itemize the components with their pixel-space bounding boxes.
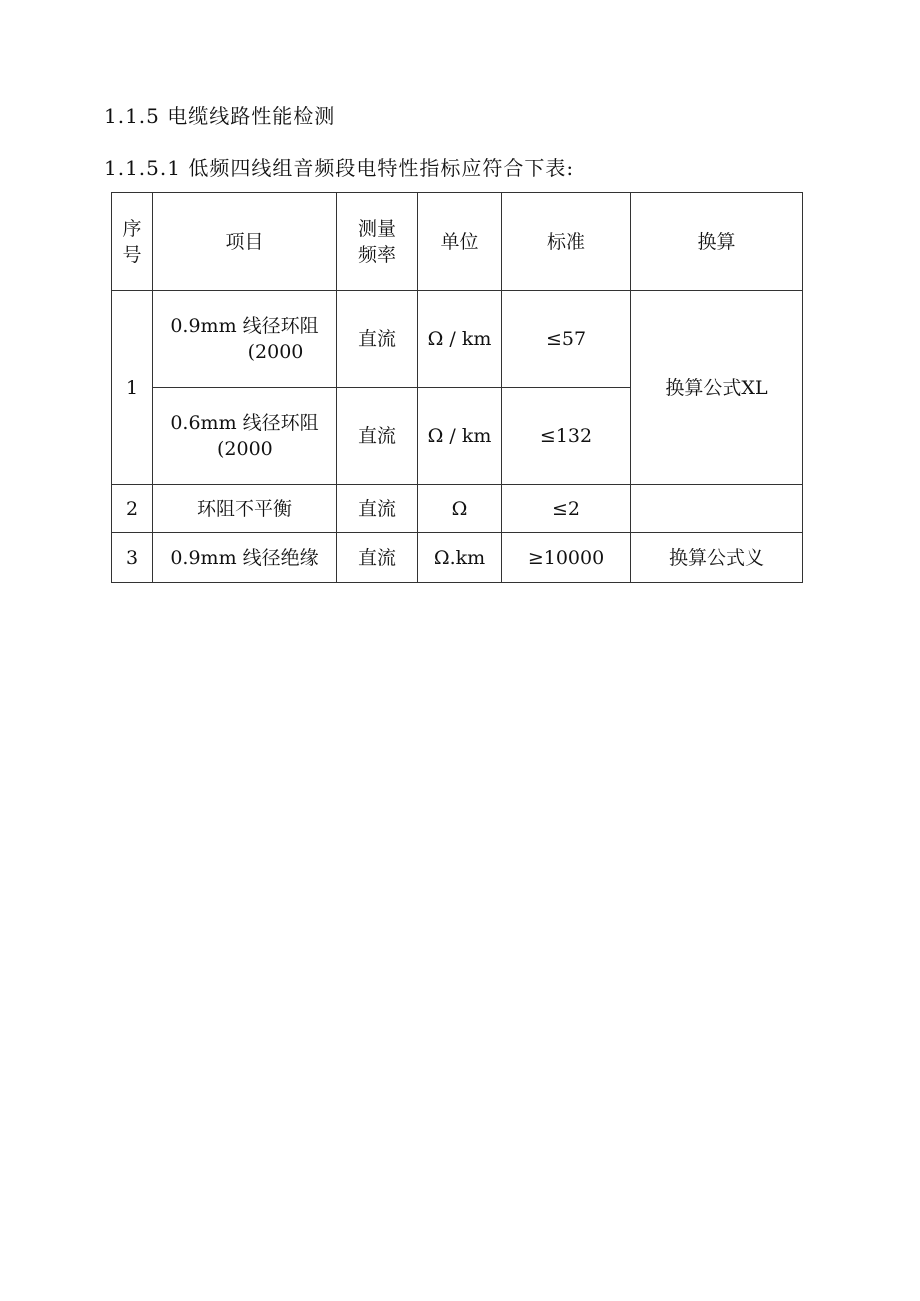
header-frequency: 测量 频率 [337, 193, 418, 291]
table-row [112, 485, 803, 533]
cell-frequency: 直流 [337, 388, 418, 485]
cell-frequency: 直流 [337, 291, 418, 388]
cell-unit: Ω.km [418, 533, 502, 583]
table-row [112, 291, 803, 388]
section-heading: 1.1.5 电缆线路性能检测 [104, 104, 336, 128]
cell-unit: Ω / km [418, 388, 502, 485]
cell-frequency: 直流 [337, 485, 418, 533]
cell-conversion [631, 485, 803, 533]
cell-conversion: 换算公式XL [631, 291, 803, 485]
cell-seq: 1 [112, 291, 153, 485]
cell-standard: ≤132 [502, 388, 631, 485]
cell-seq: 3 [112, 533, 153, 583]
cell-seq: 2 [112, 485, 153, 533]
header-conversion: 换算 [631, 193, 803, 291]
cell-unit: Ω / km [418, 291, 502, 388]
cell-unit: Ω [418, 485, 502, 533]
header-unit: 单位 [418, 193, 502, 291]
header-standard: 标准 [502, 193, 631, 291]
cell-item: 0.9mm 线径绝缘 [153, 533, 337, 583]
cell-item: 0.6mm 线径环阻 (2000 [153, 388, 337, 485]
header-seq: 序 号 [112, 193, 153, 291]
subsection-heading: 1.1.5.1 低频四线组音频段电特性指标应符合下表: [104, 156, 575, 180]
table-row [112, 533, 803, 583]
cell-standard: ≤2 [502, 485, 631, 533]
cell-standard: ≥10000 [502, 533, 631, 583]
spec-table [111, 192, 803, 583]
cell-item: 0.9mm 线径环阻 (2000 [153, 291, 337, 388]
cell-frequency: 直流 [337, 533, 418, 583]
cell-standard: ≤57 [502, 291, 631, 388]
table-header-row [112, 193, 803, 291]
cell-conversion: 换算公式义 [631, 533, 803, 583]
header-item: 项目 [153, 193, 337, 291]
cell-item: 环阻不平衡 [153, 485, 337, 533]
